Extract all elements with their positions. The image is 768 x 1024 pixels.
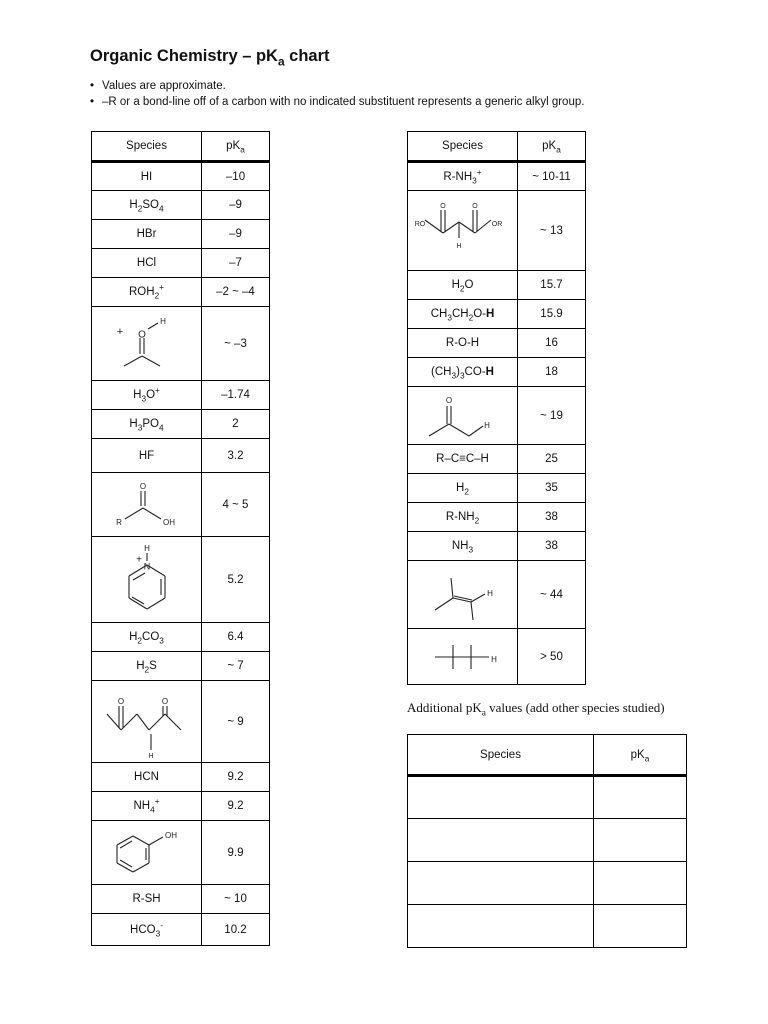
table-row [408,271,586,300]
blank-row [408,905,687,948]
svg-text:OH: OH [162,517,175,527]
species-cell: HCl [92,249,202,278]
pka-cell: ~ 44 [518,561,586,629]
table-row [92,381,270,410]
blank-species-cell [408,905,594,948]
pka-cell: 3.2 [202,439,270,473]
pka-cell: 5.2 [202,537,270,623]
table-row [408,445,586,474]
species-cell: $R-NH_2$ [408,503,518,532]
table-row [92,914,270,946]
blank-pka-cell [594,905,687,948]
species-cell: $H_3PO_4$ [92,410,202,439]
species-header: Species [408,735,594,776]
pka-cell: –1.74 [202,381,270,410]
table-row [92,473,270,537]
pka-cell: ~ 9 [202,681,270,763]
pka-cell: –9 [202,191,270,220]
diester-icon [413,200,513,262]
page-title: Organic Chemistry – $pK_a$ chart [90,47,330,69]
table-row [408,162,586,191]
table-row [92,439,270,473]
svg-text:H: H [159,316,166,326]
species-cell [92,307,202,381]
species-cell: $H_2$ [408,474,518,503]
pka-cell: ~ 10-11 [518,162,586,191]
species-cell [92,537,202,623]
svg-text:H: H [147,752,154,760]
pyridinium-icon [118,540,176,620]
species-cell: HF [92,439,202,473]
species-cell: R-SH [92,885,202,914]
svg-text:H: H [490,654,497,664]
table-row [92,249,270,278]
pka-cell: 16 [518,329,586,358]
species-header: Species [92,132,202,162]
species-cell [408,629,518,685]
blank-species-cell [408,819,594,862]
phenol-icon [111,825,183,881]
pka-cell: 15.7 [518,271,586,300]
svg-text:O: O [117,696,124,706]
blank-species-cell [408,862,594,905]
ketone-alpha-h-icon [415,390,511,442]
table-row [92,885,270,914]
species-cell: $(CH_3)_3CO-H$ [408,358,518,387]
pka-cell: –2 ~ –4 [202,278,270,307]
svg-text:H: H [455,242,462,250]
table-row [92,162,270,191]
table-row [92,763,270,792]
species-cell: $H_2CO_3$ [92,623,202,652]
species-cell [408,561,518,629]
table-row [92,652,270,681]
svg-text:O: O [161,696,168,706]
pka-header: $pK_a$ [518,132,586,162]
pka-header: $pK_a$ [202,132,270,162]
notes-list [90,79,584,110]
svg-text:N: N [143,560,150,571]
blank-pka-cell [594,862,687,905]
table-row [92,792,270,821]
table-row [92,220,270,249]
species-cell [92,821,202,885]
pka-header: $pK_a$ [594,735,687,776]
table-row [92,191,270,220]
table-row [408,387,586,445]
species-cell: HBr [92,220,202,249]
species-cell: $R-NH_3^+$ [408,162,518,191]
species-cell: $NH_4^+$ [92,792,202,821]
table-row [408,561,586,629]
svg-text:O: O [439,202,446,210]
pka-cell: 6.4 [202,623,270,652]
table-row [408,300,586,329]
table-row [408,629,586,685]
pka-cell: 10.2 [202,914,270,946]
table-row [408,329,586,358]
species-cell [92,681,202,763]
pka-cell: 9.9 [202,821,270,885]
svg-text:O: O [445,395,452,405]
species-cell: R-O-H [408,329,518,358]
blank-species-cell [408,776,594,819]
pka-cell: –10 [202,162,270,191]
table-row [408,532,586,561]
pka-cell: 38 [518,532,586,561]
species-cell: HCN [92,763,202,792]
alkene-vinyl-h-icon [425,566,501,624]
species-cell: $CH_3CH_2O-H$ [408,300,518,329]
table-row [408,474,586,503]
protonated-ketone-icon [112,312,182,376]
alkane-h-icon [425,639,501,675]
blank-pka-cell [594,819,687,862]
pka-cell: ~ 10 [202,885,270,914]
pka-cell: 9.2 [202,763,270,792]
svg-text:OH: OH [164,830,177,840]
note-item: • –R or a bond-line off of a carbon with no indicated substituent represents a generic alkyl group. [90,95,584,111]
svg-text:H: H [143,543,150,553]
svg-text:H: H [483,420,490,430]
blank-row [408,776,687,819]
svg-text:OR: OR [491,220,502,228]
svg-text:H: H [486,588,493,598]
pka-cell: 4 ~ 5 [202,473,270,537]
pka-table-right [407,131,586,685]
pka-cell: ~ 13 [518,191,586,271]
table-row [92,623,270,652]
pka-cell: –9 [202,220,270,249]
pka-cell: 25 [518,445,586,474]
svg-text:O: O [137,329,146,341]
svg-text:R: R [115,517,122,527]
blank-row [408,819,687,862]
species-cell: $H_2S$ [92,652,202,681]
diketone-icon [99,684,195,760]
svg-text:O: O [139,481,146,491]
pka-cell: ~ 7 [202,652,270,681]
table-row [408,358,586,387]
species-cell: HI [92,162,202,191]
table-row [92,307,270,381]
pka-cell: 38 [518,503,586,532]
svg-text:+: + [135,554,142,566]
blank-pka-cell [594,776,687,819]
pka-cell: 35 [518,474,586,503]
note-item: • Values are approximate. [90,79,584,95]
species-cell [408,387,518,445]
svg-text:O: O [471,202,478,210]
svg-text:RO: RO [414,220,425,228]
pka-table-left [91,131,270,946]
pka-cell: –7 [202,249,270,278]
pka-cell: 18 [518,358,586,387]
species-header: Species [408,132,518,162]
table-row [92,681,270,763]
pka-cell: ~ 19 [518,387,586,445]
table-row [408,503,586,532]
species-cell [92,473,202,537]
species-cell: $H_3O^+$ [92,381,202,410]
species-cell: $H_2SO_4$ [92,191,202,220]
table-row [92,537,270,623]
carboxylic-acid-icon [111,477,183,533]
species-cell: $HCO_3^-$ [92,914,202,946]
table-row [92,410,270,439]
svg-text:+: + [116,325,123,338]
species-cell: $H_2O$ [408,271,518,300]
pka-cell: 2 [202,410,270,439]
blank-row [408,862,687,905]
additional-pka-table [407,734,687,948]
species-cell: R–C≡C–H [408,445,518,474]
pka-cell: ~ –3 [202,307,270,381]
table-row [92,278,270,307]
pka-cell: 9.2 [202,792,270,821]
additional-title: Additional $pK_a$ values (add other species studied) [407,700,665,719]
pka-cell: 15.9 [518,300,586,329]
table-row [92,821,270,885]
table-row [408,191,586,271]
species-cell [408,191,518,271]
species-cell: $ROH_2^+$ [92,278,202,307]
species-cell: $NH_3$ [408,532,518,561]
pka-cell: > 50 [518,629,586,685]
